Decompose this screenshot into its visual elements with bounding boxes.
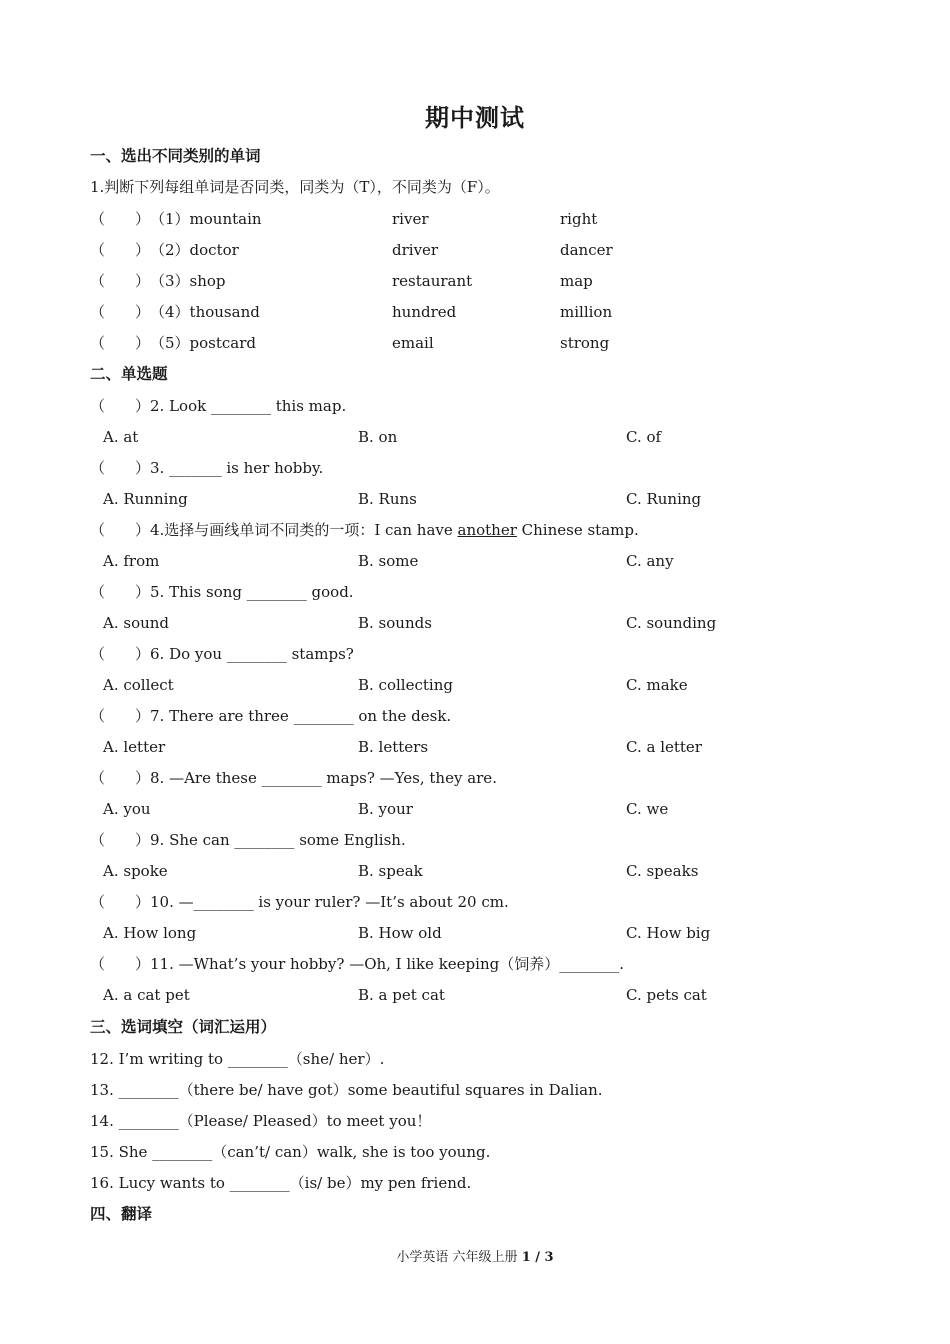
fill-item: 13. ________（there be/ have got）some beautiful squares in Dalian. — [90, 1081, 603, 1099]
answer-blank[interactable]: （ ） — [90, 303, 151, 321]
question-stem: （ ）5. This song ________ good. — [90, 583, 354, 601]
underlined-word: another — [457, 521, 517, 539]
option-c[interactable]: C. make — [626, 676, 688, 694]
option-a[interactable]: A. a cat pet — [103, 986, 190, 1004]
question-stem: （ ）11. —What’s your hobby? —Oh, I like keeping（饲养）________. — [90, 955, 624, 973]
section4-heading: 四、翻译 — [90, 1205, 153, 1223]
word-b: hundred — [392, 303, 457, 321]
answer-blank[interactable]: （ ） — [90, 272, 151, 290]
judge-row — [90, 240, 239, 260]
page-footer — [0, 1246, 950, 1265]
section3-heading: 三、选词填空（词汇运用） — [90, 1018, 277, 1036]
question-stem: （ ）6. Do you ________ stamps? — [90, 645, 354, 663]
option-a[interactable]: A. spoke — [103, 862, 168, 880]
word-b: river — [392, 210, 429, 228]
page-number: 1 / 3 — [521, 1250, 554, 1265]
word-a: （4）thousand — [150, 303, 260, 321]
word-a: （1）mountain — [150, 210, 262, 228]
word-b: email — [392, 334, 434, 352]
option-c[interactable]: C. How big — [626, 924, 711, 942]
option-c[interactable]: C. speaks — [626, 862, 699, 880]
option-b[interactable]: B. speak — [358, 862, 423, 880]
word-c: strong — [560, 334, 610, 352]
option-b[interactable]: B. a pet cat — [358, 986, 445, 1004]
stem-text: （ ）4.选择与画线单词不同类的一项：I can have — [90, 521, 458, 539]
word-a: （3）shop — [150, 272, 226, 290]
word-b: restaurant — [392, 272, 473, 290]
option-b[interactable]: B. letters — [358, 738, 429, 756]
word-c: map — [560, 272, 593, 290]
option-a[interactable]: A. from — [103, 552, 160, 570]
word-c: million — [560, 303, 613, 321]
option-b[interactable]: B. How old — [358, 924, 442, 942]
question-stem: （ ）10. —________ is your ruler? —It’s about 20 cm. — [90, 893, 509, 911]
option-b[interactable]: B. your — [358, 800, 413, 818]
word-b: driver — [392, 241, 439, 259]
option-b[interactable]: B. some — [358, 552, 419, 570]
answer-blank[interactable]: （ ） — [90, 210, 151, 228]
option-a[interactable]: A. you — [103, 800, 151, 818]
section2-heading: 二、单选题 — [90, 365, 168, 383]
option-b[interactable]: B. on — [358, 428, 398, 446]
option-c[interactable]: C. a letter — [626, 738, 702, 756]
judge-row — [90, 302, 260, 322]
question-stem: （ ）2. Look ________ this map. — [90, 397, 347, 415]
question-stem: （ ）8. —Are these ________ maps? —Yes, they are. — [90, 769, 497, 787]
footer-text: 小学英语 六年级上册 — [396, 1250, 518, 1265]
word-a: （5）postcard — [150, 334, 257, 352]
option-a[interactable]: A. letter — [103, 738, 166, 756]
option-c[interactable]: C. pets cat — [626, 986, 707, 1004]
fill-item: 14. ________（Please/ Pleased）to meet you！ — [90, 1112, 432, 1130]
option-c[interactable]: C. we — [626, 800, 669, 818]
option-c[interactable]: C. of — [626, 428, 662, 446]
option-c[interactable]: C. any — [626, 552, 674, 570]
option-c[interactable]: C. Runing — [626, 490, 702, 508]
option-c[interactable]: C. sounding — [626, 614, 717, 632]
fill-item: 12. I’m writing to ________（she/ her）. — [90, 1050, 385, 1068]
question-stem: （ ）3. _______ is her hobby. — [90, 459, 324, 477]
fill-item: 15. She ________（can’t/ can）walk, she is too young. — [90, 1143, 491, 1161]
question-stem: （ ）7. There are three ________ on the desk. — [90, 707, 452, 725]
word-c: right — [560, 210, 598, 228]
option-b[interactable]: B. collecting — [358, 676, 453, 694]
option-b[interactable]: B. sounds — [358, 614, 432, 632]
section1-instruction: 1.判断下列每组单词是否同类，同类为（T），不同类为（F）。 — [90, 178, 500, 196]
option-b[interactable]: B. Runs — [358, 490, 417, 508]
section1-heading: 一、选出不同类别的单词 — [90, 147, 261, 165]
page-title: 期中测试 — [425, 104, 525, 132]
judge-row — [90, 333, 256, 353]
fill-item: 16. Lucy wants to ________（is/ be）my pen friend. — [90, 1174, 472, 1192]
option-a[interactable]: A. at — [103, 428, 139, 446]
judge-row — [90, 209, 262, 229]
judge-row — [90, 271, 226, 291]
answer-blank[interactable]: （ ） — [90, 241, 151, 259]
word-c: dancer — [560, 241, 613, 259]
answer-blank[interactable]: （ ） — [90, 334, 151, 352]
option-a[interactable]: A. sound — [103, 614, 170, 632]
stem-text: Chinese stamp. — [516, 521, 639, 539]
option-a[interactable]: A. Running — [103, 490, 188, 508]
question-stem: （ ）9. She can ________ some English. — [90, 831, 406, 849]
option-a[interactable]: A. How long — [103, 924, 197, 942]
question-stem — [90, 520, 639, 540]
option-a[interactable]: A. collect — [103, 676, 174, 694]
word-a: （2）doctor — [150, 241, 239, 259]
